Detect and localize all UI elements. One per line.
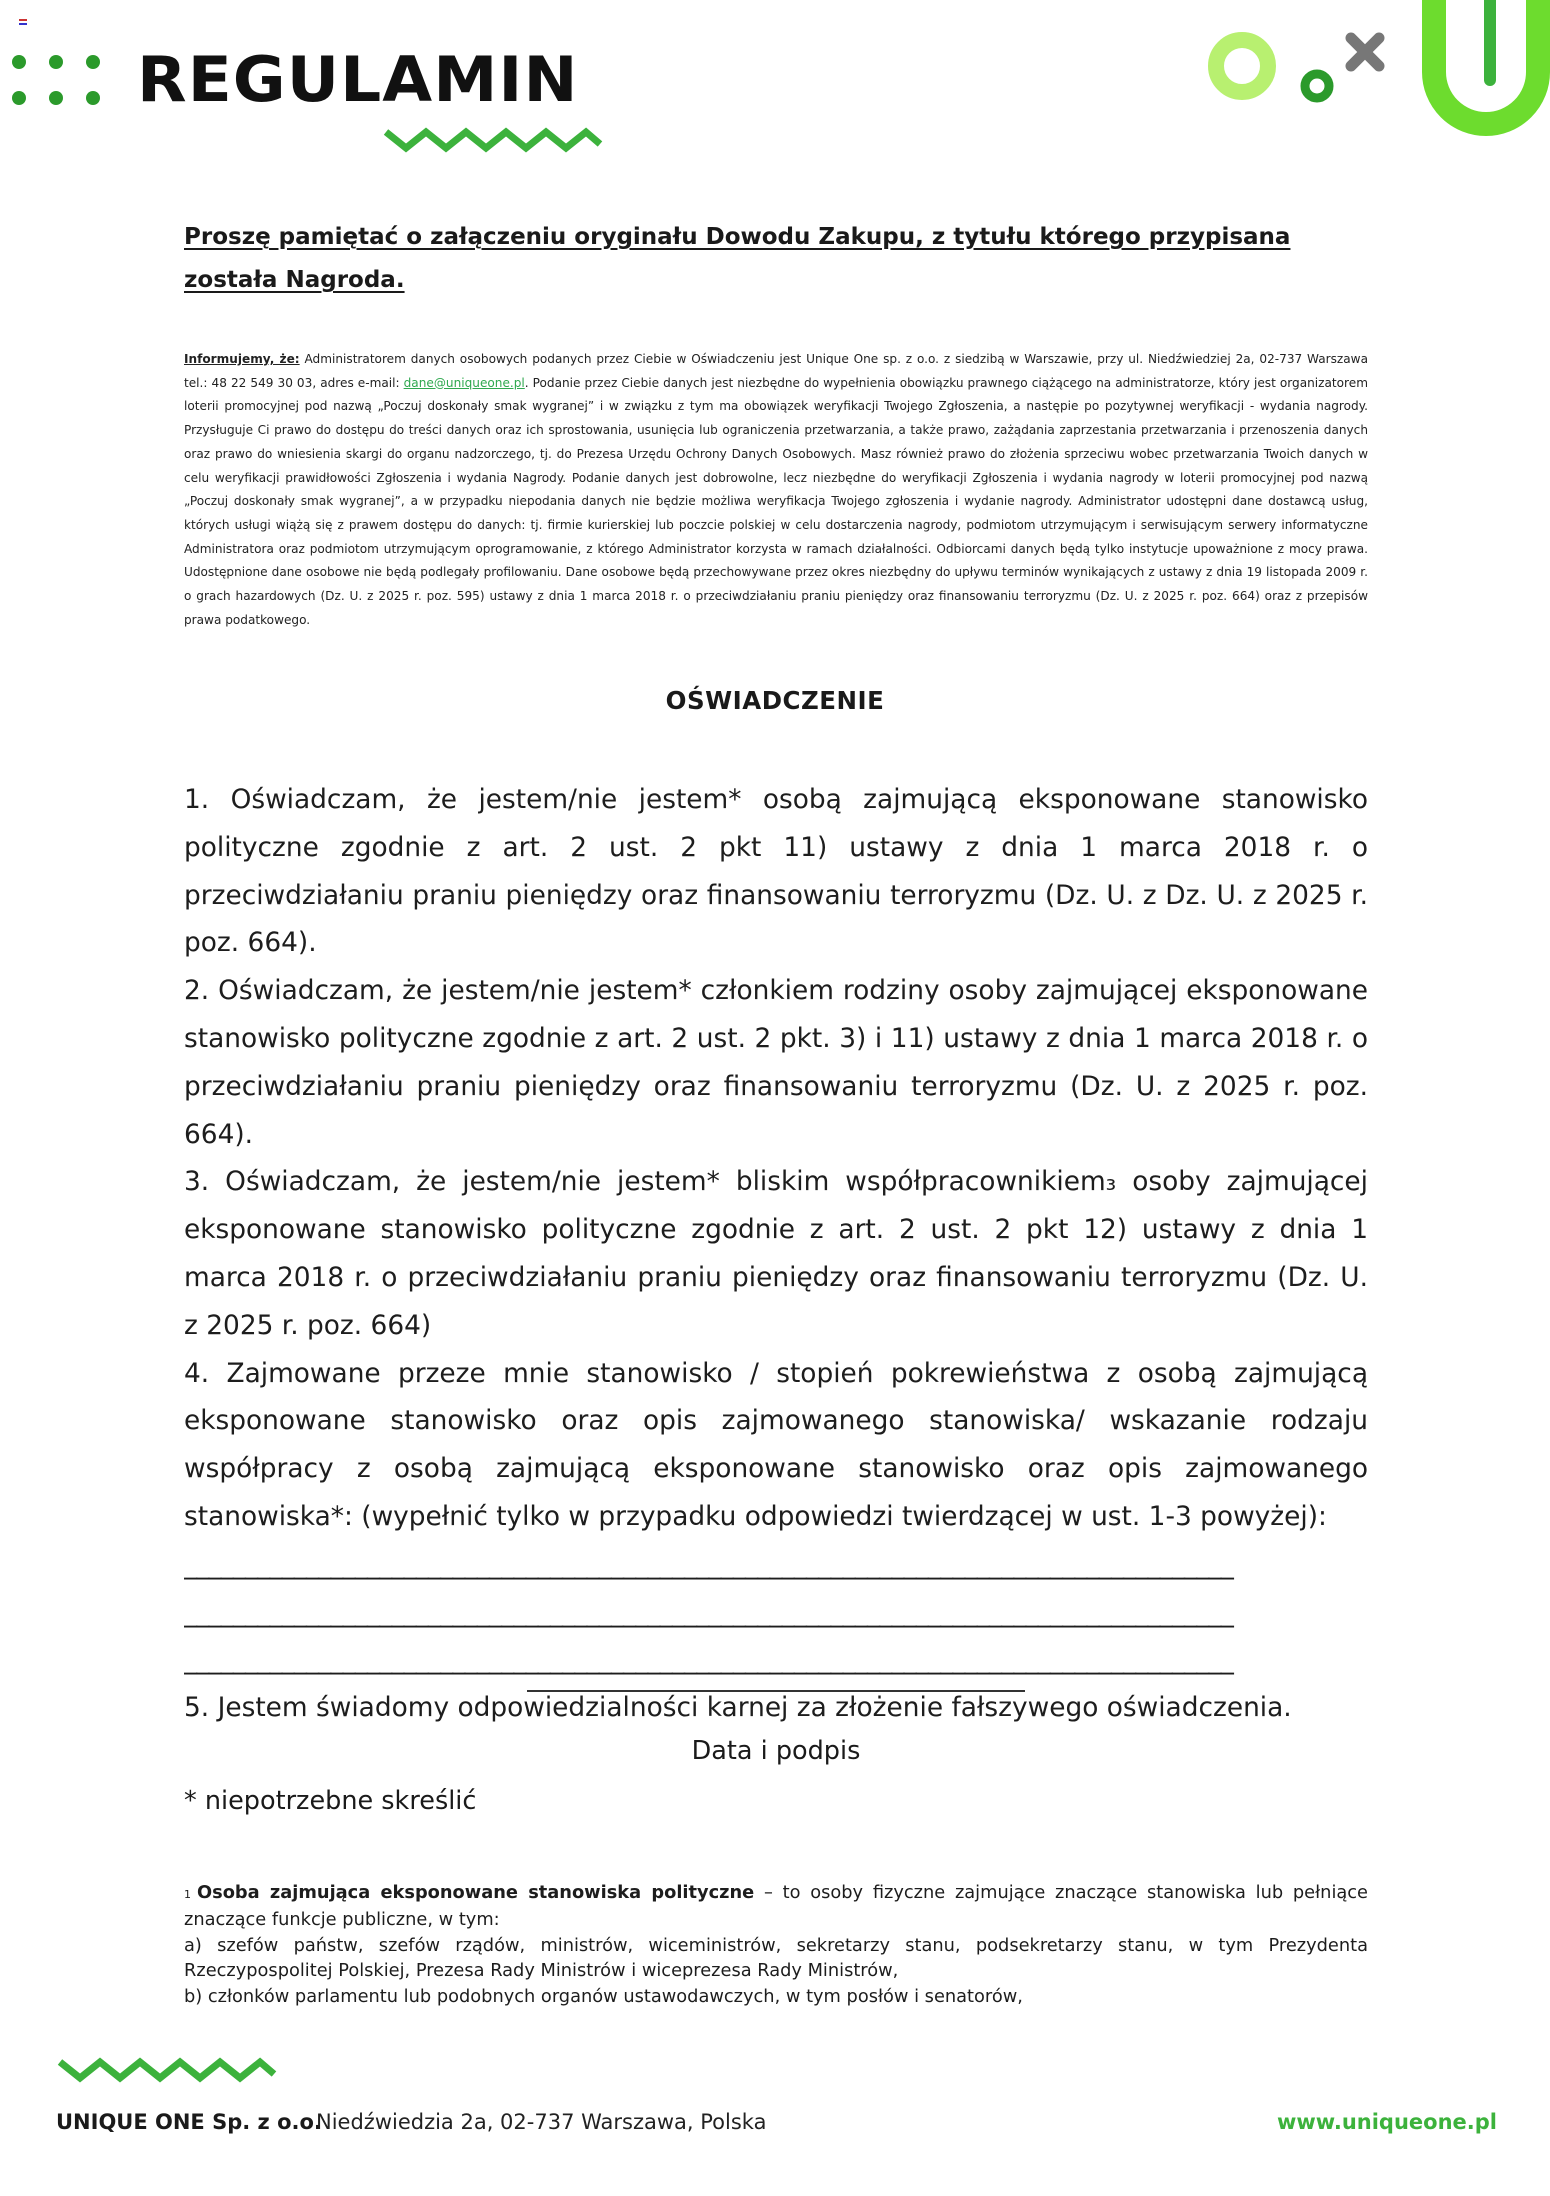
fill-in-line[interactable]: ______________________________________________________________________________________ xyxy=(184,1548,1233,1580)
attachment-notice: Proszę pamiętać o załączeniu oryginału Dowodu Zakupu, z tytułu którego przypisana została Nagroda. xyxy=(184,224,1291,293)
footnote-item-a: a) szefów państw, szefów rządów, ministrów, wiceministrów, sekretarzy stanu, podsekretarzy stanu, w tym Prezydenta Rzeczypospolitej Polskiej, Prezesa Rady Ministrów i wiceprezesa Rady Ministrów, xyxy=(184,1934,1368,1982)
footnote xyxy=(184,1880,1368,2009)
footnote-intro xyxy=(184,1880,1368,1933)
footer-zigzag-icon xyxy=(56,2052,278,2084)
declaration-item-2: 2. Oświadczam, że jestem/nie jestem* członkiem rodziny osoby zajmującej eksponowane stanowisko polityczne zgodnie z art. 2 ust. 2 pkt. 3) i 11) ustawy z dnia 1 marca 2018 r. o przeciwdziałaniu praniu pieniędzy oraz finansowaniu terroryzmu (Dz. U. z 2025 r. poz. 664). xyxy=(184,975,1368,1150)
footnote-item-b: b) członków parlamentu lub podobnych organów ustawodawczych, w tym posłów i senatorów, xyxy=(184,1985,1023,2007)
gdpr-text-part2: . Podanie przez Ciebie danych jest niezbędne do wypełnienia obowiązku prawnego ciążącego na administratorze, który jest organizatorem loterii promocyjnej pod nazwą „Poczuj doskonały smak wygranej” i w związku z tym ma obowiązek weryfikacji Twojego Zgłoszenia, a następie po pozytywnej weryfikacji - wydania nagrody. Przysługuje Ci prawo do dostępu do treści danych oraz ich sprostowania, usunięcia lub ograniczenia przetwarzania, a także prawo, zażądania zaprzestania przetwarzania i przenoszenia danych oraz prawo do wniesienia skargi do organu nadzorczego, tj. do Prezesa Urzędu Ochrony Danych Osobowych. Masz również prawo do złożenia sprzeciwu wobec przetwarzania Twoich danych w celu weryfikacji prawidłowości Zgłoszenia i wydania Nagrody. Podanie danych jest dobrowolne, lecz niezbędne do weryfikacji Zgłoszenia i wydania nagrody w loterii promocyjnej pod nazwą „Poczuj doskonały smak wygranej”, a w przypadku niepodania danych nie będzie możliwa weryfikacja Twojego zgłoszenia i wydanie nagrody. Administrator udostępni dane dostawcą usług, których usługi wiążą się z prawem dostępu do danych: tj. firmie kurierskiej lub poczcie polskiej w celu dostarczenia nagrody, podmiotom utrzymującym i serwisującym serwery informatyczne Administratora oraz podmiotom utrzymującym oprogramowanie, z którego Administrator korzysta w ramach działalności. Odbiorcami danych będą tylko instytucje upoważnione z mocy prawa. Udostępnione dane osobowe nie będą podlegały profilowaniu. Dane osobowe będą przechowywane przez okres niezbędny do upływu terminów wynikających z ustawy z dnia 19 listopada 2009 r. o grach hazardowych (Dz. U. z 2025 r. poz. 595) ustawy z dnia 1 marca 2018 r. o przeciwdziałaniu praniu pieniędzy oraz finansowaniu terroryzmu (Dz. U. z 2025 r. poz. 664) oraz z przepisów prawa podatkowego. xyxy=(184,375,1368,627)
zigzag-decoration-icon xyxy=(382,122,604,154)
footnote-term: Osoba zajmująca eksponowane stanowiska polityczne xyxy=(197,1882,755,1903)
gdpr-text-part1: Administratorem danych osobowych podanych przez Ciebie w Oświadczeniu jest Unique One sp. z o.o. z siedzibą w Warszawie, przy ul. Niedźwiedziej 2a, 02-737 Warszawa tel.: 48 22 549 30 03, adres e-mail: xyxy=(184,352,1368,390)
signature-line[interactable] xyxy=(527,1690,1025,1692)
fill-in-line[interactable]: ______________________________________________________________________________________ xyxy=(184,1596,1233,1628)
footer-address: Niedźwiedzia 2a, 02-737 Warszawa, Polska xyxy=(316,2110,767,2134)
footer-company: UNIQUE ONE Sp. z o.o. xyxy=(56,2110,322,2134)
flag-icon xyxy=(19,19,27,25)
fill-in-line[interactable]: ______________________________________________________________________________________ xyxy=(184,1644,1233,1676)
strike-out-note: * niepotrzebne skreślić xyxy=(184,1786,477,1816)
page-title: REGULAMIN xyxy=(137,43,579,116)
declaration-item-5: 5. Jestem świadomy odpowiedzialności karnej za złożenie fałszywego oświadczenia. xyxy=(184,1692,1292,1724)
brand-u-logo-icon xyxy=(1422,0,1550,142)
footer-website-link[interactable]: www.uniqueone.pl xyxy=(1277,2110,1497,2134)
decorative-shapes-icon xyxy=(1205,24,1390,114)
dots-logo-icon xyxy=(10,52,102,110)
footnote-intro-text: – to osoby fizyczne zajmujące znaczące stanowiska lub pełniące znaczące funkcje publiczne, w tym: xyxy=(184,1882,1369,1931)
declaration-heading: OŚWIADCZENIE xyxy=(665,686,885,715)
declaration-item-4: 4. Zajmowane przeze mnie stanowisko / stopień pokrewieństwa z osobą zajmującą eksponowane stanowisko oraz opis zajmowanego stanowiska/ wskazanie rodzaju współpracy z osobą zajmującą eksponowane stanowisko oraz opis zajmowanego stanowiska*: (wypełnić tylko w przypadku odpowiedzi twierdzącej w ust. 1-3 powyżej): xyxy=(184,1357,1368,1532)
footnote-number: 1 xyxy=(184,1888,191,1901)
gdpr-lead: Informujemy, że: xyxy=(184,352,300,366)
signature-label: Data i podpis xyxy=(691,1736,861,1766)
declaration-item-3: 3. Oświadczam, że jestem/nie jestem* bliskim współpracownikiem₃ osoby zajmującej eksponowane stanowisko polityczne zgodnie z art. 2 ust. 2 pkt 12) ustawy z dnia 1 marca 2018 r. o przeciwdziałaniu praniu pieniędzy oraz finansowaniu terroryzmu (Dz. U. z 2025 r. poz. 664) xyxy=(184,1166,1368,1341)
declaration-item-1: 1. Oświadczam, że jestem/nie jestem* osobą zajmującą eksponowane stanowisko polityczne zgodnie z art. 2 ust. 2 pkt 11) ustawy z dnia 1 marca 2018 r. o przeciwdziałaniu praniu pieniędzy oraz finansowaniu terroryzmu (Dz. U. z Dz. U. z 2025 r. poz. 664). xyxy=(184,784,1368,959)
gdpr-information xyxy=(184,348,1368,632)
email-link[interactable]: dane@uniqueone.pl xyxy=(403,375,525,390)
declaration-body xyxy=(184,776,1368,1732)
